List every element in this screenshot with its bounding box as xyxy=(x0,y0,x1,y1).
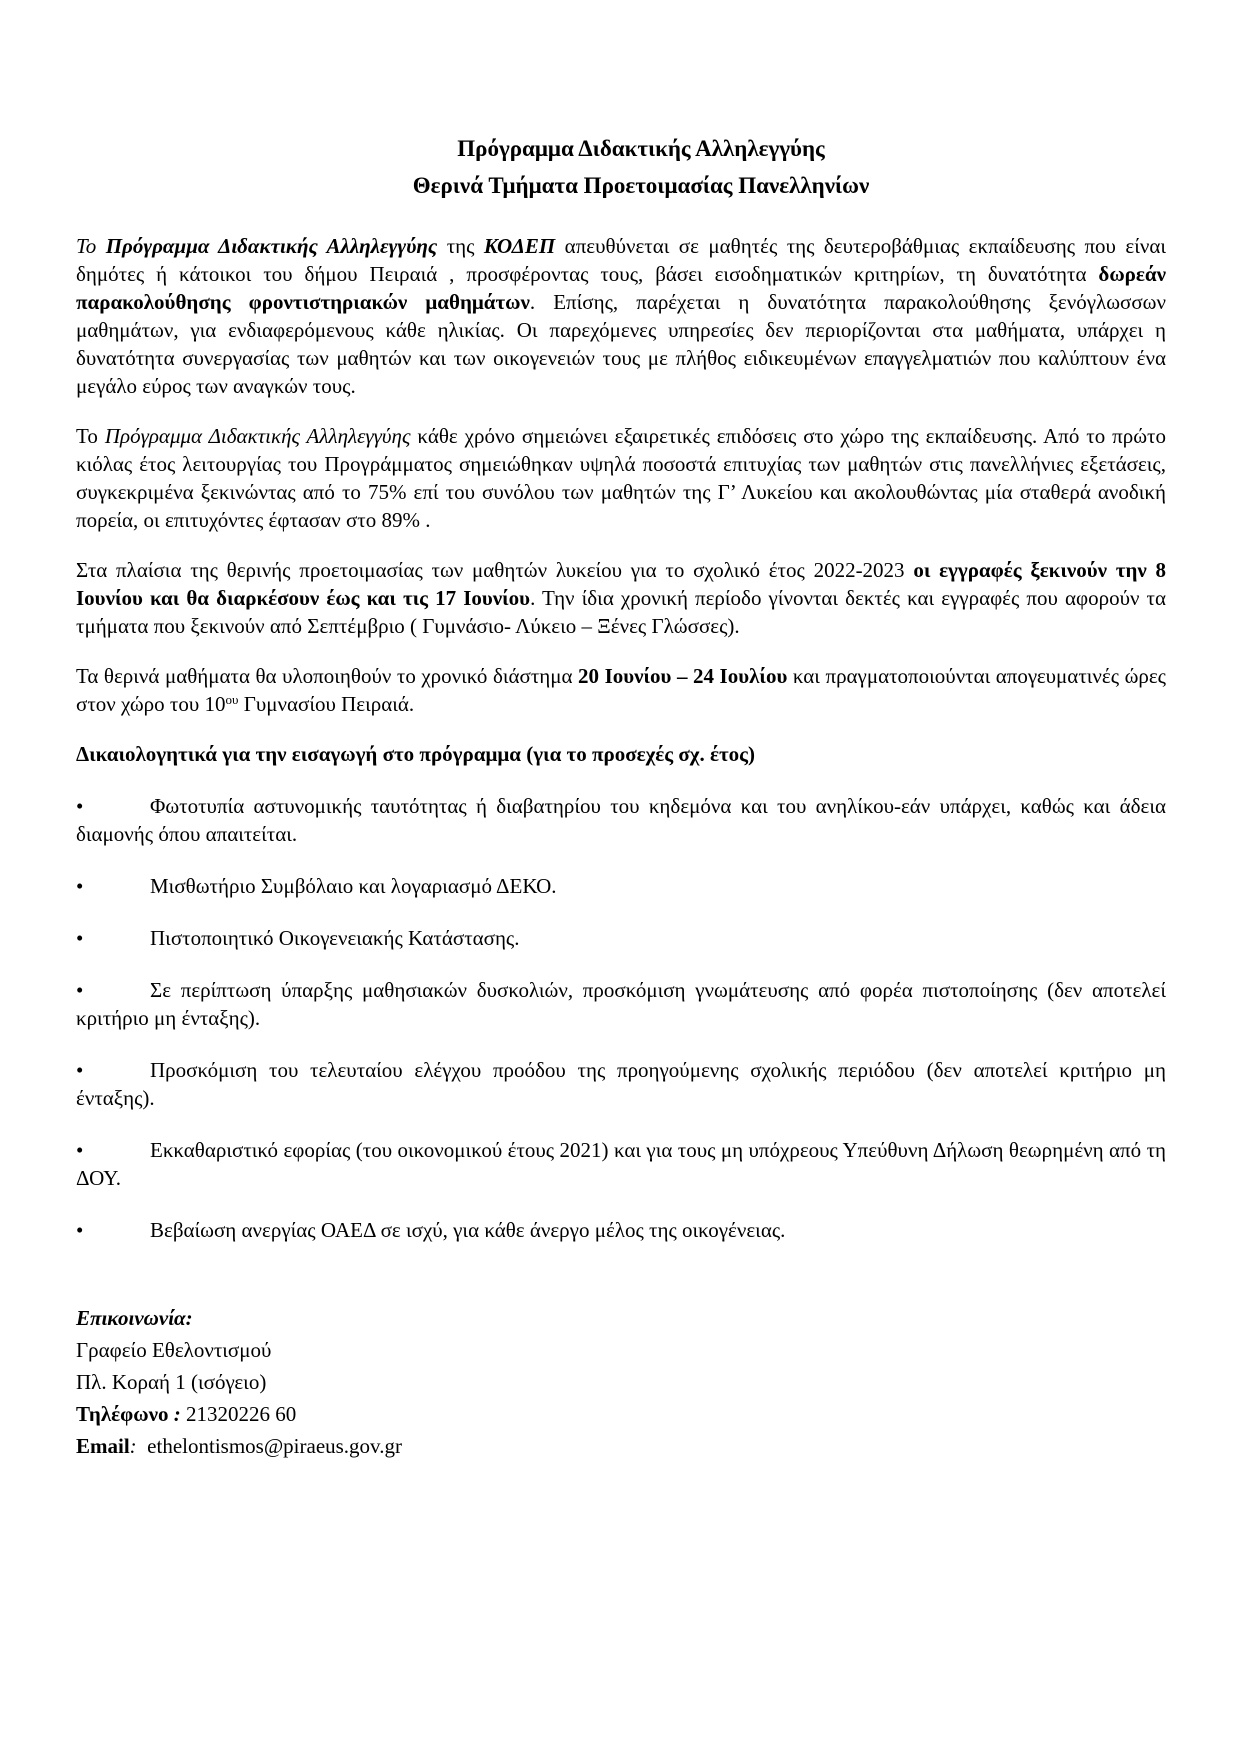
phone-label: Τηλέφωνο xyxy=(76,1402,169,1426)
list-item-text: Εκκαθαριστικό εφορίας (του οικονομικού έτους 2021) και για τους μη υπόχρεους Υπεύθυνη Δήλωση θεωρημένη από τη ΔΟΥ. xyxy=(76,1138,1166,1190)
bullet-icon: • xyxy=(76,874,84,898)
text-segment: Το xyxy=(76,234,106,258)
list-item xyxy=(76,976,1166,1032)
email-address-link[interactable]: ethelontismos@piraeus.gov.gr xyxy=(136,1434,402,1458)
contact-email xyxy=(76,1430,1166,1462)
paragraph-intro xyxy=(76,232,1166,400)
schedule-dates-emphasis: 20 Ιουνίου – 24 Ιουλίου xyxy=(578,664,788,688)
organization-name: ΚΟΔΕΠ xyxy=(483,234,556,258)
contact-phone xyxy=(76,1398,1166,1430)
paragraph-schedule xyxy=(76,662,1166,718)
free-lessons-emphasis: δωρεάν παρακολούθησης φροντιστηριακών μαθημάτων xyxy=(76,262,1166,314)
bullet-icon: • xyxy=(76,978,84,1002)
requirements-heading: Δικαιολογητικά για την εισαγωγή στο πρόγραμμα (για το προσεχές σχ. έτος) xyxy=(76,742,756,766)
list-item xyxy=(76,792,1166,848)
list-item xyxy=(76,924,1166,952)
ordinal-superscript: ου xyxy=(225,692,239,707)
bullet-icon: • xyxy=(76,794,84,818)
text-segment: και πραγματοποιούνται απογευματινές ώρες στον χώρο του 10 xyxy=(76,664,1166,716)
contact-heading: Επικοινωνία: xyxy=(76,1306,193,1330)
list-item xyxy=(76,1056,1166,1112)
title-line-1: Πρόγραμμα Διδακτικής Αλληλεγγύης xyxy=(457,136,825,161)
list-item-text: Μισθωτήριο Συμβόλαιο και λογαριασμό ΔΕΚΟ. xyxy=(150,874,557,898)
phone-number: 21320226 60 xyxy=(180,1402,297,1426)
contact-block xyxy=(76,1302,1166,1462)
requirements-list xyxy=(76,792,1166,1244)
list-item-text: Βεβαίωση ανεργίας ΟΑΕΔ σε ισχύ, για κάθε άνεργο μέλος της οικογένειας. xyxy=(150,1218,786,1242)
program-name-emphasis: Πρόγραμμα Διδακτικής Αλληλεγγύης xyxy=(105,234,438,258)
document-title xyxy=(76,130,1166,204)
text-segment: απευθύνεται σε μαθητές της δευτεροβάθμιας εκπαίδευσης που είναι δημότες ή κάτοικοι του δήμου Πειραιά , προσφέροντας τους, βάσει εισοδηματικών κριτηρίων, τη δυνατότητα xyxy=(76,234,1166,286)
email-label: Email xyxy=(76,1434,130,1458)
text-segment: Γυμνασίου Πειραιά. xyxy=(238,692,415,716)
text-segment: της xyxy=(437,234,484,258)
list-item-text: Πιστοποιητικό Οικογενειακής Κατάστασης. xyxy=(150,926,520,950)
title-line-2: Θερινά Τμήματα Προετοιμασίας Πανελληνίων xyxy=(412,173,870,198)
bullet-icon: • xyxy=(76,926,84,950)
text-segment: Τα θερινά μαθήματα θα υλοποιηθούν το χρονικό διάστημα xyxy=(76,664,579,688)
list-item-text: Σε περίπτωση ύπαρξης μαθησιακών δυσκολιών, προσκόμιση γνωμάτευσης από φορέα πιστοποίησης (δεν αποτελεί κριτήριο μη ένταξης). xyxy=(76,978,1166,1030)
text-segment: Στα πλαίσια της θερινής προετοιμασίας των μαθητών λυκείου για το σχολικό έτος 2022-2023 xyxy=(76,558,914,582)
email-separator: : xyxy=(129,1434,137,1458)
document-content xyxy=(76,130,1166,1462)
phone-separator: : xyxy=(168,1402,181,1426)
text-segment: . Επίσης, παρέχεται η δυνατότητα παρακολούθησης ξενόγλωσσων μαθημάτων, για ενδιαφερόμενους κάθε ηλικίας. Οι παρεχόμενες υπηρεσίες δεν περιορίζονται στα μαθήματα, υπάρχει η δυνατότητα συνεργασίας των μαθητών και των οικογενειών τους με πλήθος ειδικευμένων επαγγελματιών που καλύπτουν ένα μεγάλο εύρος των αναγκών τους. xyxy=(76,290,1166,398)
contact-address: Πλ. Κοραή 1 (ισόγειο) xyxy=(76,1370,267,1394)
list-item-text: Προσκόμιση του τελευταίου ελέγχου προόδου της προηγούμενης σχολικής περιόδου (δεν αποτελεί κριτήριο μη ένταξης). xyxy=(76,1058,1166,1110)
contact-office: Γραφείο Εθελοντισμού xyxy=(76,1338,272,1362)
text-segment: Το xyxy=(76,424,105,448)
program-name-italic: Πρόγραμμα Διδακτικής Αλληλεγγύης xyxy=(104,424,411,448)
paragraph-registration xyxy=(76,556,1166,640)
text-segment: κάθε χρόνο σημειώνει εξαιρετικές επιδόσεις στο χώρο της εκπαίδευσης. Από το πρώτο κιόλας έτος λειτουργίας του Προγράμματος σημειώθηκαν υψηλά ποσοστά επιτυχίας των μαθητών στις πανελλήνιες εξετάσεις, συγκεκριμένα ξεκινώντας από το 75% επί του συνόλου των μαθητών της Γ’ Λυκείου και ακολουθώντας μία σταθερά ανοδική πορεία, οι επιτυχόντες έφτασαν στο 89% . xyxy=(76,424,1166,532)
list-item-text: Φωτοτυπία αστυνομικής ταυτότητας ή διαβατηρίου του κηδεμόνα και του ανηλίκου-εάν υπάρχει, καθώς και άδεια διαμονής όπου απαιτείται. xyxy=(76,794,1166,846)
list-item xyxy=(76,1136,1166,1192)
registration-dates-emphasis: οι εγγραφές ξεκινούν την 8 Ιουνίου και θα διαρκέσουν έως και τις 17 Ιουνίου xyxy=(76,558,1166,610)
paragraph-results xyxy=(76,422,1166,534)
text-segment: . Την ίδια χρονική περίοδο γίνονται δεκτές και εγγραφές που αφορούν τα τμήματα που ξεκινούν από Σεπτέμβριο ( Γυμνάσιο- Λύκειο – Ξένες Γλώσσες). xyxy=(76,586,1167,638)
bullet-icon: • xyxy=(76,1058,84,1082)
bullet-icon: • xyxy=(76,1218,84,1242)
bullet-icon: • xyxy=(76,1138,84,1162)
list-item xyxy=(76,1216,1166,1244)
list-item xyxy=(76,872,1166,900)
